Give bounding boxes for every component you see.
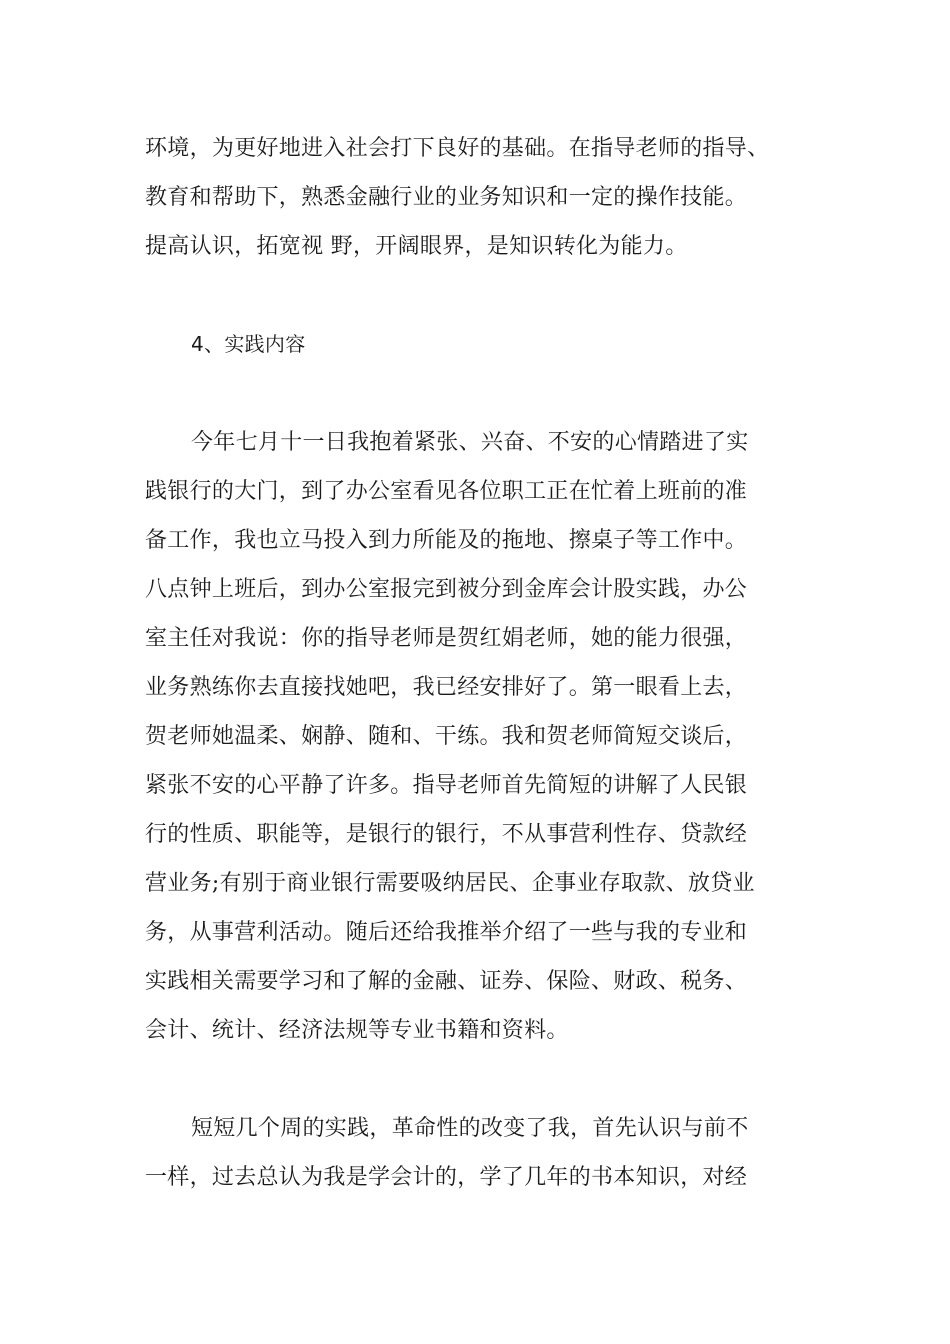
paragraph-gap	[145, 271, 825, 320]
paragraph-gap	[145, 1055, 825, 1104]
document-body	[145, 124, 825, 1202]
paragraph-intro	[145, 124, 825, 271]
paragraph-gap	[145, 369, 825, 418]
text-line: 务，从事营利活动。随后还给我推举介绍了一些与我的专业和	[145, 920, 748, 945]
text-line: 备工作，我也立马投入到力所能及的拖地、擦桌子等工作中。	[145, 528, 748, 553]
paragraph-practice-content	[145, 418, 825, 1055]
text-line: 教育和帮助下，熟悉金融行业的业务知识和一定的操作技能。	[145, 185, 748, 210]
text-line: 室主任对我说：你的指导老师是贺红娟老师，她的能力很强，	[145, 626, 748, 651]
text-line: 短短几个周的实践，革命性的改变了我，首先认识与前不	[191, 1116, 749, 1141]
text-line: 紧张不安的心平静了许多。指导老师首先简短的讲解了人民银	[145, 773, 748, 798]
text-line: 环境，为更好地进入社会打下良好的基础。在指导老师的指导、	[145, 136, 770, 161]
text-line: 会计、统计、经济法规等专业书籍和资料。	[145, 1018, 569, 1043]
text-line: 一样，过去总认为我是学会计的，学了几年的书本知识，对经	[145, 1165, 748, 1190]
text-line: 营业务;有别于商业银行需要吸纳居民、企事业存取款、放贷业	[145, 871, 755, 896]
text-line: 八点钟上班后，到办公室报完到被分到金库会计股实践，办公	[145, 577, 748, 602]
text-line: 今年七月十一日我抱着紧张、兴奋、不安的心情踏进了实	[191, 430, 749, 455]
text-line: 业务熟练你去直接找她吧，我已经安排好了。第一眼看上去，	[145, 675, 748, 700]
paragraph-reflection	[145, 1104, 825, 1202]
text-line: 行的性质、职能等，是银行的银行，不从事营利性存、贷款经	[145, 822, 748, 847]
text-line: 提高认识，拓宽视 野，开阔眼界，是知识转化为能力。	[145, 234, 688, 259]
text-line: 贺老师她温柔、娴静、随和、干练。我和贺老师简短交谈后，	[145, 724, 748, 749]
text-line: 实践相关需要学习和了解的金融、证券、保险、财政、税务、	[145, 969, 748, 994]
text-line: 践银行的大门，到了办公室看见各位职工正在忙着上班前的准	[145, 479, 748, 504]
section-heading: 4、实践内容	[191, 332, 306, 356]
